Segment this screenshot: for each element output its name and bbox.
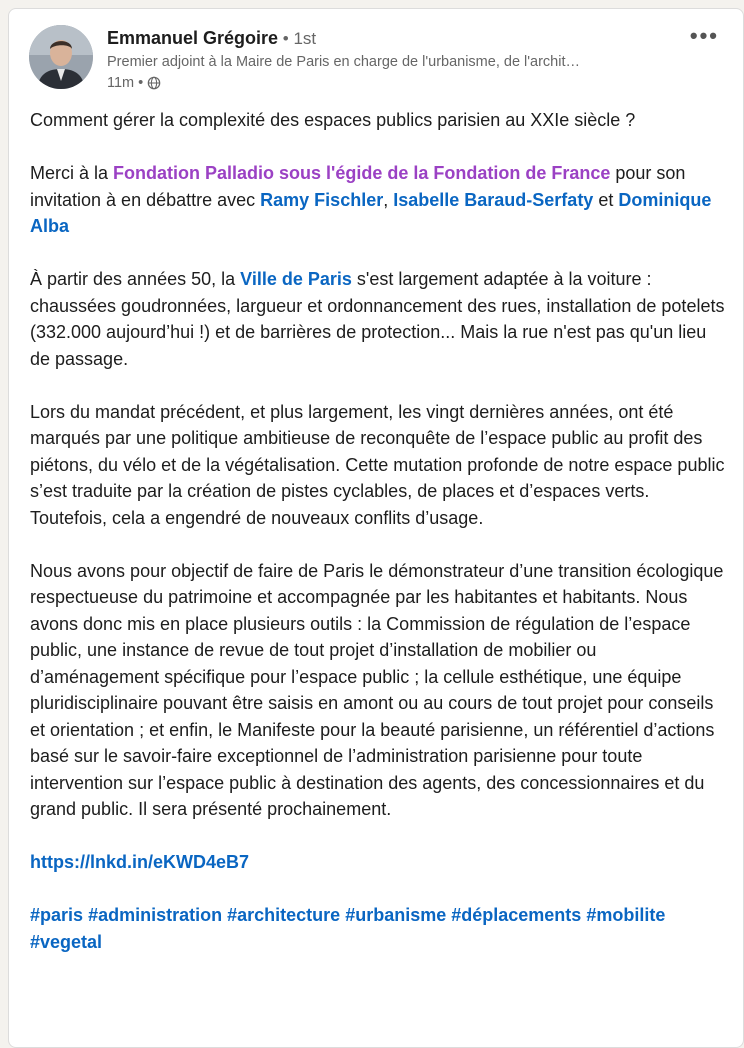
profile-photo-icon <box>29 25 93 89</box>
author-avatar[interactable] <box>29 25 93 89</box>
history-text-2: s'est largement adaptée à la voiture : chaussées goudronnées, largueur et ordonnancement des rues, installation de potelets (332.000 aujourd’hui !) et de barrières de protection... Mais la rue n'est pas qu'un lieu de passage. <box>30 269 725 369</box>
org-mention-fondation-palladio[interactable]: Fondation Palladio sous l'égide de la Fondation de France <box>113 163 611 183</box>
post-card <box>8 8 744 1048</box>
hashtag-architecture[interactable]: #architecture <box>227 905 341 925</box>
thanks-text-1: Merci à la <box>30 163 114 183</box>
hashtag-paris[interactable]: #paris <box>30 905 84 925</box>
author-headline: Premier adjoint à la Maire de Paris en charge de l'urbanisme, de l'archit… <box>107 54 580 70</box>
mention-isabelle-baraud-serfaty[interactable]: Isabelle Baraud-Serfaty <box>393 189 594 210</box>
hashtag-list <box>30 902 730 955</box>
separator-1: , <box>383 189 394 210</box>
post-timestamp <box>107 75 161 91</box>
hashtag-mobilite[interactable]: #mobilite <box>586 905 666 925</box>
thanks-text-2: pour son invitation à en débattre avec <box>30 163 686 210</box>
post-body <box>30 107 730 955</box>
post-link[interactable]: https://lnkd.in/eKWD4eB7 <box>30 852 250 872</box>
post-paragraph-objective: Nous avons pour objectif de faire de Paris le démonstrateur d’une transition écologique respectueuse du patrimoine et accompagnée par les habitantes et habitants. Nous avons donc mis en place plusieurs outils : la Commission de régulation de l’espace public, une instance de revue de tout projet d’installation de mobilier ou d’aménagement spécifique pour l’espace public ; la cellule esthétique, une équipe pluridisciplinaire pouvant être saisis en amont ou au cours de tout projet pour conseils et orientation ; et enfin, le Manifeste pour la beauté parisienne, un référentiel d’actions basé sur le savoir-faire exceptionnel de l’administration parisienne pour toute intervention sur l’espace public à destination des agents, des concessionnaires et du grand public. Il sera présenté prochainement. <box>30 560 724 819</box>
separator-2: et <box>593 189 619 210</box>
author-name[interactable] <box>107 28 316 49</box>
post-paragraph-history <box>30 266 730 372</box>
post-time-text: 11m • <box>107 75 144 91</box>
hashtag-deplacements[interactable]: #déplacements <box>451 905 582 925</box>
hashtag-vegetal[interactable]: #vegetal <box>30 931 103 952</box>
post-paragraph-thanks <box>30 160 730 240</box>
history-text-1: À partir des années 50, la <box>30 269 241 289</box>
mention-dominique-alba[interactable]: Dominique Alba <box>30 189 712 236</box>
connection-degree: • 1st <box>278 29 317 48</box>
hashtag-administration[interactable]: #administration <box>88 905 223 925</box>
more-options-icon[interactable]: ••• <box>689 23 719 48</box>
mention-ville-de-paris[interactable]: Ville de Paris <box>240 269 352 289</box>
post-question: Comment gérer la complexité des espaces publics parisien au XXIe siècle ? <box>30 110 636 130</box>
globe-icon <box>147 76 161 90</box>
mention-ramy-fischler[interactable]: Ramy Fischler <box>260 189 384 210</box>
post-paragraph-mandate: Lors du mandat précédent, et plus largement, les vingt dernières années, ont été marqués par une politique ambitieuse de reconquête de l’espace public au profit des piétons, du vélo et de la végétalisation. Cette mutation profonde de notre espace public s’est traduite par la création de pistes cyclables, de places et d’espaces verts. Toutefois, cela a engendré de nouveaux conflits d’usage. <box>30 401 725 528</box>
hashtag-urbanisme[interactable]: #urbanisme <box>345 905 447 925</box>
author-name-text[interactable]: Emmanuel Grégoire <box>107 28 279 48</box>
